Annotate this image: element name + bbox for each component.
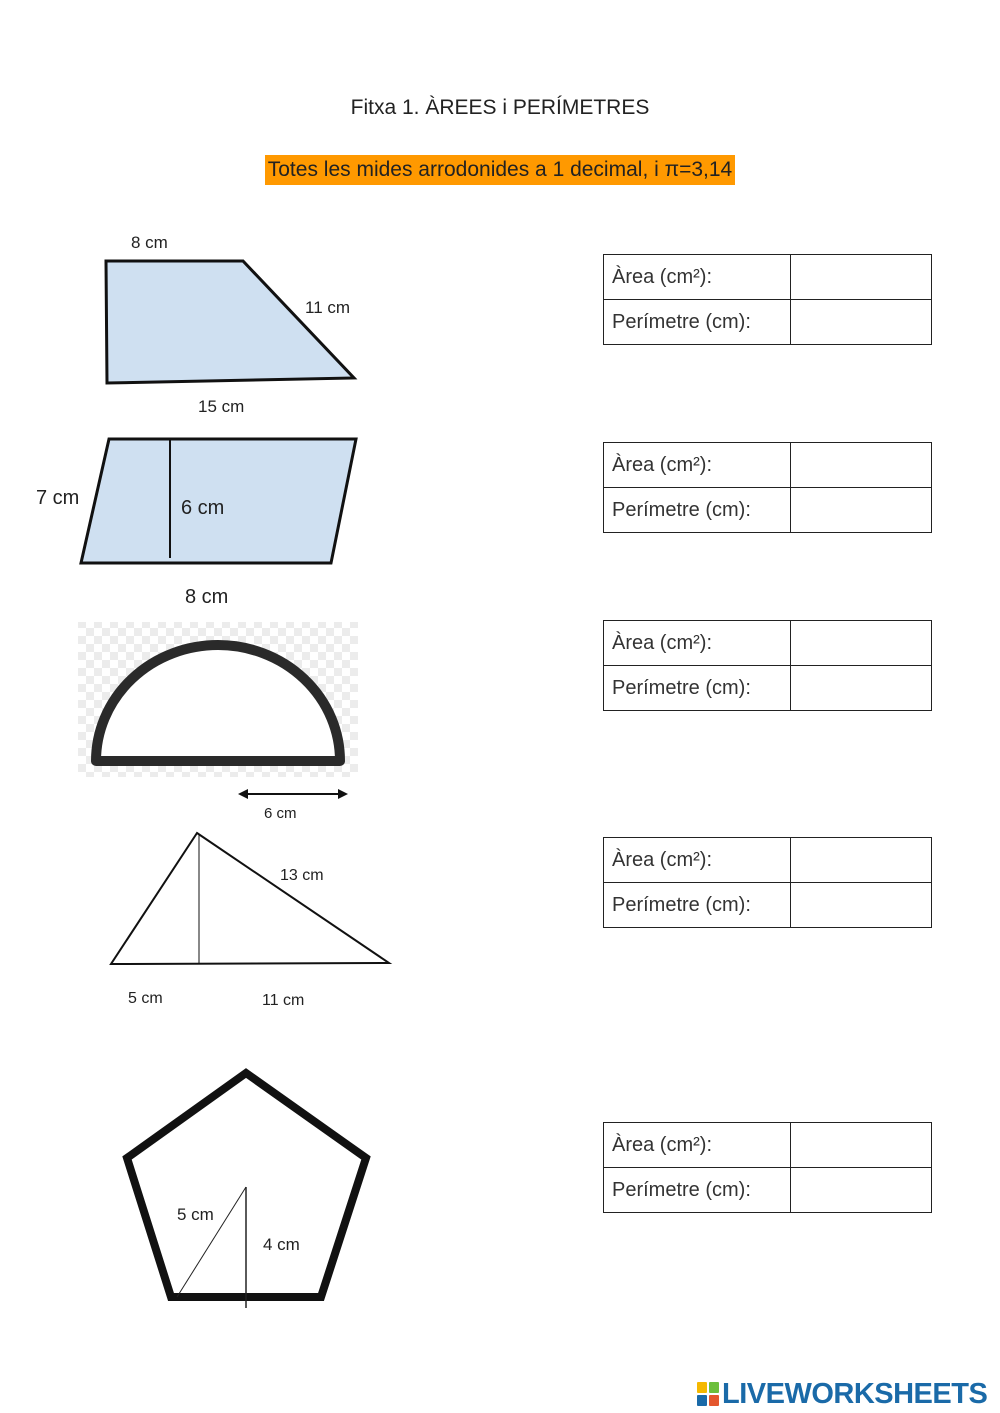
- perimeter-answer-input[interactable]: [791, 883, 931, 927]
- brand-name: LIVEWORKSHEETS: [722, 1377, 988, 1410]
- answer-table-1: [603, 254, 932, 345]
- semicircle-radius-label: 6 cm: [264, 805, 297, 822]
- parallelogram-side-label: 7 cm: [36, 487, 80, 509]
- liveworksheets-logo-icon: [697, 1382, 719, 1406]
- triangle-right-base-label: 11 cm: [262, 992, 305, 1009]
- perimeter-answer-input[interactable]: [791, 488, 931, 532]
- area-label: Àrea (cm²):: [604, 621, 791, 666]
- triangle-left-base-label: 5 cm: [128, 990, 163, 1007]
- perimeter-answer-input[interactable]: [791, 1168, 931, 1212]
- page-title: Fitxa 1. ÀREES i PERÍMETRES: [350, 96, 650, 119]
- area-label: Àrea (cm²):: [604, 838, 791, 883]
- perimeter-label: Perímetre (cm):: [604, 883, 791, 928]
- trapezoid-base-label: 15 cm: [198, 397, 245, 416]
- area-answer-input[interactable]: [791, 838, 931, 882]
- pentagon-hyp-label: 5 cm: [177, 1205, 214, 1224]
- pentagon-apothem-label: 4 cm: [263, 1235, 300, 1254]
- trapezoid-side-label: 11 cm: [305, 298, 351, 317]
- answer-table-5: [603, 1122, 932, 1213]
- area-answer-input[interactable]: [791, 621, 931, 665]
- perimeter-label: Perímetre (cm):: [604, 488, 791, 533]
- perimeter-label: Perímetre (cm):: [604, 1168, 791, 1213]
- pentagon-hyp-line: [177, 1187, 246, 1297]
- perimeter-answer-input[interactable]: [791, 300, 931, 344]
- parallelogram-height-label: 6 cm: [181, 497, 225, 519]
- area-label: Àrea (cm²):: [604, 255, 791, 300]
- pentagon-figure: [115, 1062, 385, 1312]
- semicircle-figure: [78, 620, 368, 825]
- parallelogram-figure: [30, 430, 370, 610]
- answer-table-3: [603, 620, 932, 711]
- arrow-right-head: [338, 789, 348, 799]
- answer-table-2: [603, 442, 932, 533]
- perimeter-label: Perímetre (cm):: [604, 300, 791, 345]
- area-answer-input[interactable]: [791, 443, 931, 487]
- instruction-note: Totes les mides arrodonides a 1 decimal, i π=3,14: [265, 155, 735, 185]
- perimeter-label: Perímetre (cm):: [604, 666, 791, 711]
- area-label: Àrea (cm²):: [604, 1123, 791, 1168]
- trapezoid-shape: [106, 261, 354, 383]
- triangle-hyp-label: 13 cm: [280, 867, 324, 884]
- parallelogram-base-label: 8 cm: [185, 586, 229, 608]
- trapezoid-top-label: 8 cm: [131, 233, 168, 252]
- area-answer-input[interactable]: [791, 255, 931, 299]
- triangle-figure: [100, 825, 400, 1015]
- area-answer-input[interactable]: [791, 1123, 931, 1167]
- liveworksheets-brand[interactable]: [697, 1376, 987, 1412]
- area-label: Àrea (cm²):: [604, 443, 791, 488]
- trapezoid-figure: [95, 228, 385, 418]
- answer-table-4: [603, 837, 932, 928]
- arrow-left-head: [238, 789, 248, 799]
- triangle-shape: [111, 833, 389, 964]
- perimeter-answer-input[interactable]: [791, 666, 931, 710]
